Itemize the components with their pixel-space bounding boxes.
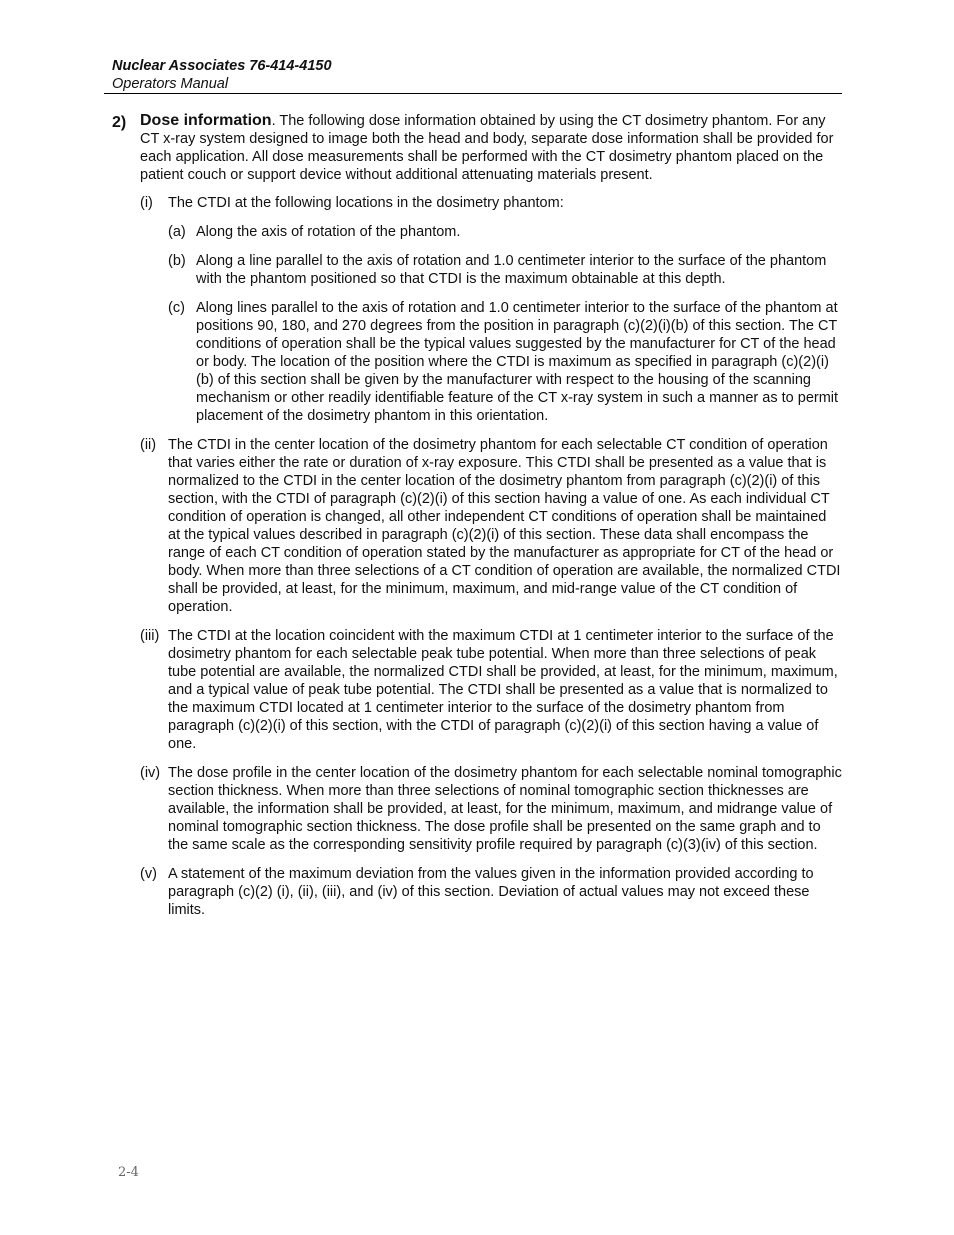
sub-item-iv	[140, 764, 842, 854]
sub-item-ii	[140, 436, 842, 616]
sub-item-text: The CTDI in the center location of the dosimetry phantom for each selectable CT condition of operation that varies either the rate or duration of x-ray exposure. This CTDI shall be presented as a value that is normalized to the CTDI in the center location of the dosimetry phantom from paragraph (c)(2)(i) of this section, with the CTDI of paragraph (c)(2)(i) of this section having a value of one. As each individual CT condition of operation is changed, all other independent CT conditions of operation shall be maintained at the typical values described in paragraph (c)(2)(i) of this section. These data shall encompass the range of each CT condition of operation stated by the manufacturer as appropriate for CT of the head or body. When more than three selections of a CT condition of operation are available, the normalized CTDI shall be provided, at least, for the minimum, maximum, and mid-range value of the CT condition of operation.	[168, 437, 841, 615]
sub-item-body	[168, 194, 842, 425]
document-title: Nuclear Associates 76-414-4150	[112, 58, 332, 74]
sub-item-v	[140, 865, 842, 919]
item-intro: . The following dose information obtained by using the CT dosimetry phantom. For any CT x-ray system designed to image both the head and body, separate dose information shall be provided for each application. All dose measurements shall be performed with the CT dosimetry phantom placed on the patient couch or support device without additional attenuating materials present.	[140, 113, 834, 183]
alpha-list	[168, 223, 842, 425]
sub-item-text: The CTDI at the location coincident with the maximum CTDI at 1 centimeter interior to the surface of the dosimetry phantom for each selectable peak tube potential. When more than three selections of peak tube potential are available, the normalized CTDI shall be provided, at least, for the minimum, maximum, and a typical value of peak tube potential. The CTDI shall be presented as a value that is normalized to the maximum CTDI located at 1 centimeter interior to the surface of the dosimetry phantom from paragraph (c)(2)(i) of this section, with the CTDI of paragraph (c)(2)(i) of this section having a value of one.	[168, 628, 838, 752]
sub-item-text: A statement of the maximum deviation from the values given in the information provided according to paragraph (c)(2) (i), (ii), (iii), and (iv) of this section. Deviation of actual values may not exceed these limits.	[168, 866, 814, 918]
page-number: 2-4	[118, 1165, 139, 1180]
item-paragraph	[140, 112, 842, 184]
sub-item-i	[140, 194, 842, 425]
alpha-item-text: Along a line parallel to the axis of rotation and 1.0 centimeter interior to the surface of the phantom with the phantom positioned so that CTDI is the maximum obtainable at this depth.	[196, 253, 827, 287]
item-heading: Dose information	[140, 112, 272, 129]
alpha-item-marker: (a)	[168, 224, 186, 240]
alpha-item-text: Along lines parallel to the axis of rotation and 1.0 centimeter interior to the surface of the phantom at positions 90, 180, and 270 degrees from the position in paragraph (c)(2)(i)(b) of this section. The CT conditions of operation shall be the typical values suggested by the manufacturer for CT of the head or body. The location of the position where the CTDI is maximum as specified in paragraph (c)(2)(i)(b) of this section shall be given by the manufacturer with respect to the housing of the scanning mechanism or other readily identifiable feature of the CT x-ray system in such a manner as to permit placement of the dosimetry phantom in this orientation.	[196, 300, 839, 424]
list-item-dose-information	[112, 112, 842, 184]
page-content	[112, 112, 842, 930]
sub-item-marker: (i)	[140, 195, 153, 211]
header-divider	[104, 93, 842, 94]
sub-item-marker: (iv)	[140, 765, 161, 781]
sub-item-marker: (iii)	[140, 628, 160, 644]
alpha-item-text: Along the axis of rotation of the phantom.	[196, 224, 461, 240]
page-header	[112, 57, 842, 93]
alpha-item-marker: (c)	[168, 300, 185, 316]
alpha-item-b	[168, 252, 842, 288]
sub-item-marker: (ii)	[140, 437, 157, 453]
sub-item-text: The CTDI at the following locations in the dosimetry phantom:	[168, 195, 564, 211]
alpha-item-marker: (b)	[168, 253, 186, 269]
item-number: 2)	[112, 114, 127, 131]
sub-list	[140, 194, 842, 919]
item-body	[140, 112, 842, 184]
sub-item-text: The dose profile in the center location of the dosimetry phantom for each selectable nominal tomographic section thickness. When more than three selections of nominal tomographic section thicknesses are available, the information shall be provided, at least, for the minimum, maximum, and midrange value of nominal tomographic section thickness. The dose profile shall be presented on the same graph and to the same scale as the corresponding sensitivity profile required by paragraph (c)(3)(iv) of this section.	[168, 765, 842, 853]
alpha-item-a	[168, 223, 842, 241]
document-subtitle: Operators Manual	[112, 76, 229, 92]
sub-item-iii	[140, 627, 842, 753]
alpha-item-c	[168, 299, 842, 425]
sub-item-marker: (v)	[140, 866, 157, 882]
